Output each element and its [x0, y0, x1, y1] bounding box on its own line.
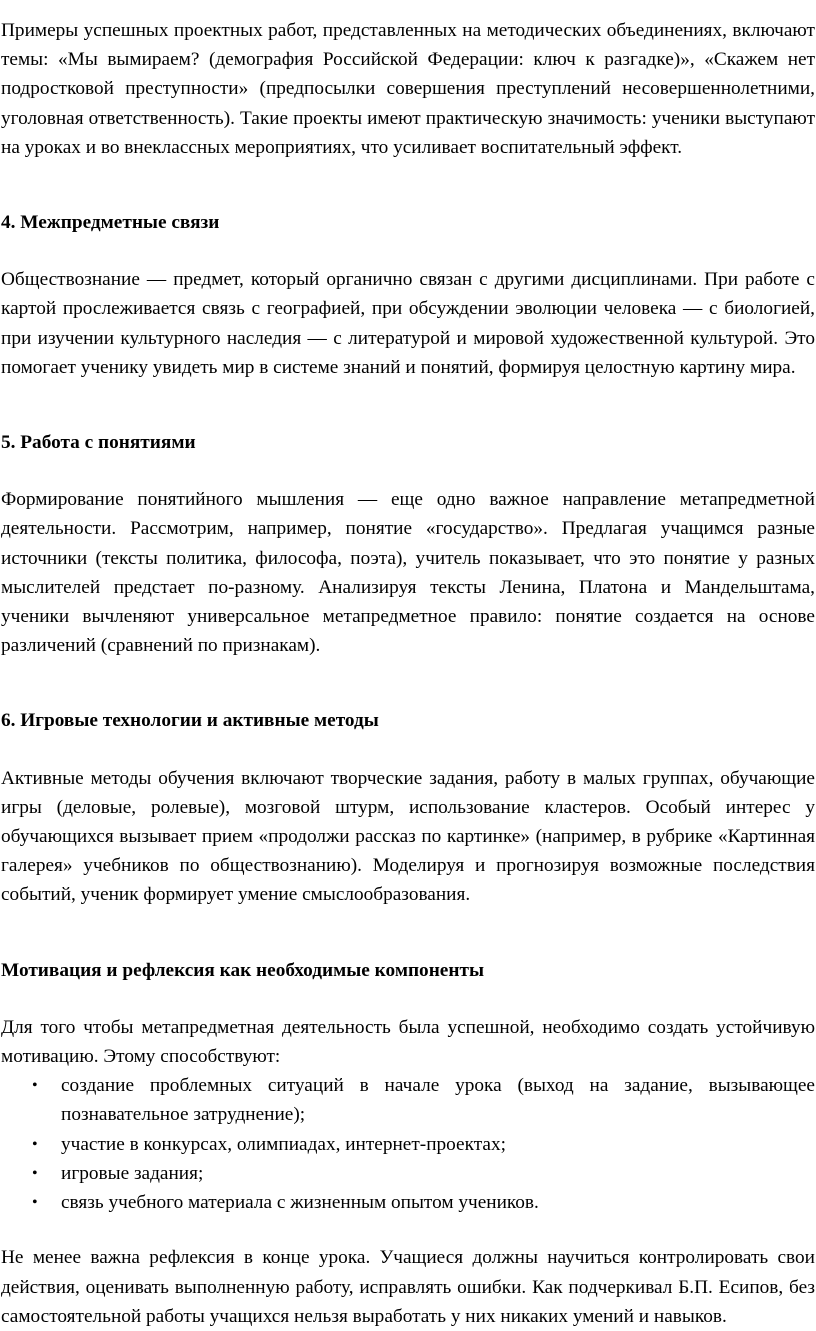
motivation-lead-paragraph: Для того чтобы метапредметная деятельность была успешной, необходимо создать устойчивую мотивацию. Этому способствуют: [1, 1016, 815, 1068]
motivation-bullet-list [1, 1071, 815, 1217]
spacer [1, 382, 815, 428]
intro-paragraph: Примеры успешных проектных работ, представленных на методических объединениях, включают темы: «Мы вымираем? (демография Российской Федерации: ключ к разгадке)», «Скажем нет подростковой преступности» (предпосылки совершения преступлений несовершеннолетними, уголовная ответственность). Такие проекты имеют практическую значимость: ученики выступают на уроках и во внеклассных мероприятиях, что усиливает воспитательный эффект. [1, 20, 815, 158]
list-item-text: создание проблемных ситуаций в начале урока (выход на задание, вызывающее познавательное затруднение); [61, 1075, 815, 1126]
spacer [1, 162, 815, 208]
list-item [1, 1071, 815, 1129]
list-item [1, 1130, 815, 1159]
section-heading-motivation: Мотивация и рефлексия как необходимые компоненты [1, 959, 484, 981]
bullet-icon: • [32, 1077, 38, 1095]
list-item [1, 1159, 815, 1188]
spacer [1, 457, 815, 485]
section-text-game-technologies: Активные методы обучения включают творческие задания, работу в малых группах, обучающие игры (деловые, ролевые), мозговой штурм, использование кластеров. Особый интерес у обучающихся вызывает прием «продолжи рассказ по картинке» (например, в рубрике «Картинная галерея» учебников по обществознанию). Моделируя и прогнозируя возможные последствия событий, ученик формирует умение смыслообразования. [1, 767, 815, 906]
spacer [1, 237, 815, 265]
section-text-interdisciplinary: Обществознание — предмет, который органично связан с другими дисциплинами. При работе с картой прослеживается связь с географией, при обсуждении эволюции человека — с биологией, при изучении культурного наследия — с литературой и мировой художественной культурой. Это помогает ученику увидеть мир в системе знаний и понятий, формируя целостную картину мира. [1, 269, 815, 378]
reflection-paragraph: Не менее важна рефлексия в конце урока. Учащиеся должны научиться контролировать свои действия, оценивать выполненную работу, исправлять ошибки. Как подчеркивал Б.П. Есипов, без самостоятельной работы учащихся нельзя выработать у них никаких умений и навыков. [1, 1247, 815, 1327]
spacer [1, 1217, 815, 1243]
list-item-text: игровые задания; [61, 1162, 204, 1184]
spacer [1, 985, 815, 1013]
section-text-concepts: Формирование понятийного мышления — еще одно важное направление метапредметной деятельности. Рассмотрим, например, понятие «государство». Предлагая учащимся разные источники (тексты политика, философа, поэта), учитель показывает, что это понятие у разных мыслителей предстает по-разному. Анализируя тексты Ленина, Платона и Мандельштама, ученики вычленяют универсальное метапредметное правило: понятие создается на основе различений (сравнений по признакам). [1, 489, 815, 657]
list-item [1, 1188, 815, 1217]
section-heading-concepts: 5. Работа с понятиями [1, 432, 196, 454]
spacer [1, 736, 815, 764]
section-heading-interdisciplinary: 4. Межпредметные связи [1, 212, 220, 234]
spacer [1, 660, 815, 706]
bullet-icon: • [32, 1164, 38, 1182]
bullet-icon: • [32, 1135, 38, 1153]
bullet-icon: • [32, 1194, 38, 1212]
list-item-text: связь учебного материала с жизненным опытом учеников. [61, 1192, 539, 1214]
spacer [1, 910, 815, 956]
section-heading-game-technologies: 6. Игровые технологии и активные методы [1, 710, 379, 732]
list-item-text: участие в конкурсах, олимпиадах, интернет-проектах; [61, 1133, 506, 1155]
